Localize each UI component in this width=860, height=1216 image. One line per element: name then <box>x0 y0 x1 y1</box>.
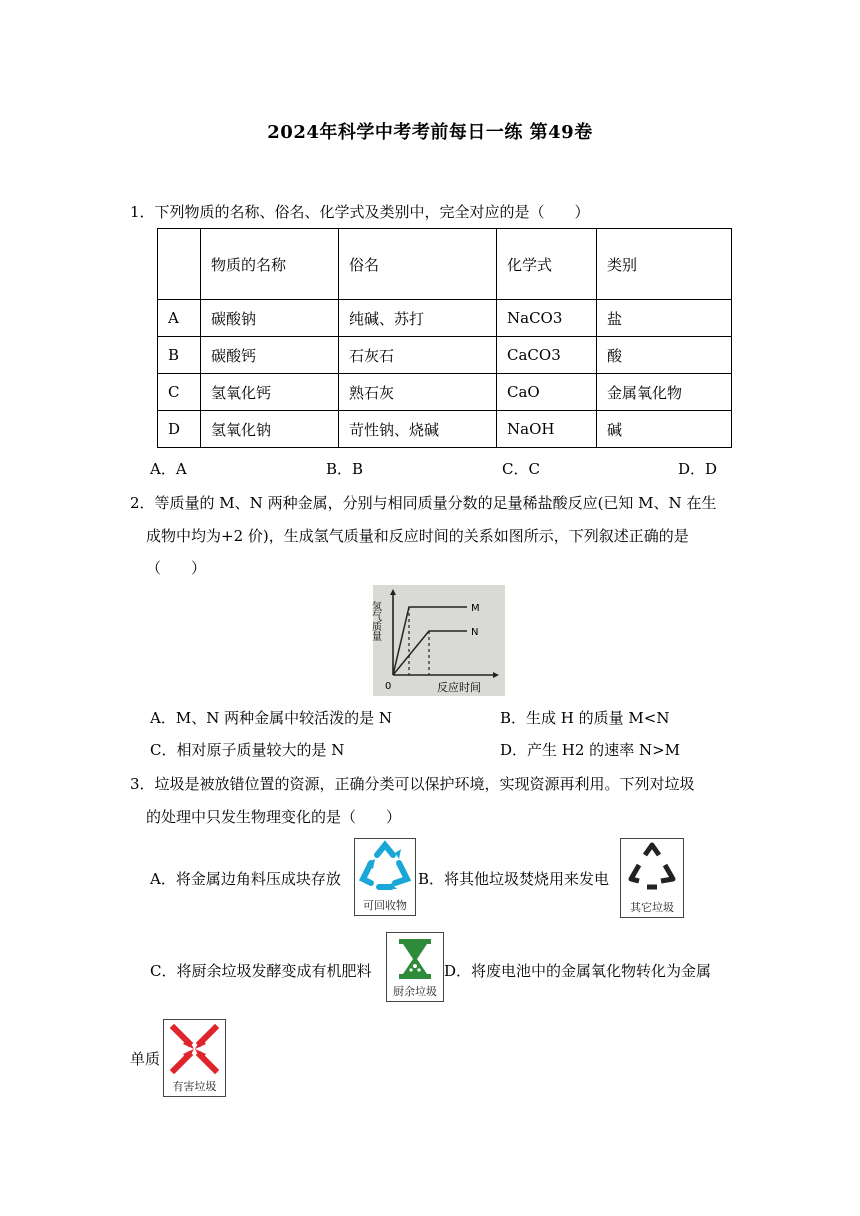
table-row <box>158 374 732 411</box>
curve-m <box>393 607 467 675</box>
table-cell: 石灰石 <box>339 337 497 374</box>
q1-option-b[interactable]: B．B <box>326 460 364 478</box>
table-cell: NaCO3 <box>497 300 597 337</box>
table-header-row <box>158 229 732 300</box>
table-cell: 碱 <box>597 411 732 448</box>
table-cell: NaOH <box>497 411 597 448</box>
table-cell: B <box>158 337 201 374</box>
q2-stem-line2: 成物中均为+2 价)，生成氢气质量和反应时间的关系如图所示，下列叙述正确的是 <box>146 527 689 545</box>
table-cell <box>158 229 201 300</box>
hazardous-x-icon <box>164 1020 225 1078</box>
q3-option-a[interactable]: A．将金属边角料压成块存放 <box>150 870 341 888</box>
q3-option-d-line2: 单质 <box>130 1050 161 1068</box>
hourglass-icon <box>387 933 443 983</box>
q2-stem-line3: （ ） <box>146 559 207 577</box>
table-cell: 纯碱、苏打 <box>339 300 497 337</box>
table-cell: A <box>158 300 201 337</box>
table-cell: 物质的名称 <box>201 229 339 300</box>
table-cell: 俗名 <box>339 229 497 300</box>
table-cell: 类别 <box>597 229 732 300</box>
kitchen-waste-sign <box>386 932 444 1002</box>
table-cell: C <box>158 374 201 411</box>
table-cell: 化学式 <box>497 229 597 300</box>
page-title: 2024年科学中考考前每日一练 第49卷 <box>267 122 593 143</box>
other-waste-sign <box>620 838 684 918</box>
label-n: N <box>471 627 479 638</box>
table-row <box>158 411 732 448</box>
other-waste-caption: 其它垃圾 <box>630 901 674 914</box>
y-axis-label: 氢气质量 <box>369 601 381 641</box>
q1-stem: 1．下列物质的名称、俗名、化学式及类别中，完全对应的是（ ） <box>130 203 590 221</box>
q3-option-c[interactable]: C．将厨余垃圾发酵变成有机肥料 <box>150 962 372 980</box>
q2-option-c[interactable]: C．相对原子质量较大的是 N <box>150 741 345 759</box>
q1-option-d[interactable]: D．D <box>678 460 718 478</box>
q2-option-b[interactable]: B．生成 H 的质量 M<N <box>500 709 670 727</box>
table-cell: D <box>158 411 201 448</box>
q2-option-d[interactable]: D．产生 H2 的速率 N>M <box>500 741 681 759</box>
label-origin: 0 <box>385 681 392 692</box>
recyclable-caption: 可回收物 <box>363 899 407 912</box>
table-cell: CaO <box>497 374 597 411</box>
q3-option-d-line1[interactable]: D．将废电池中的金属氧化物转化为金属 <box>444 962 712 980</box>
table-cell: 氢氧化钙 <box>201 374 339 411</box>
label-m: M <box>471 603 480 614</box>
q1-option-a[interactable]: A．A <box>150 460 187 478</box>
table-cell: 氢氧化钠 <box>201 411 339 448</box>
q1-table <box>157 228 732 448</box>
table-cell: 金属氧化物 <box>597 374 732 411</box>
curve-n <box>393 631 467 675</box>
recyclable-sign <box>354 838 416 916</box>
table-cell: 盐 <box>597 300 732 337</box>
table-row <box>158 337 732 374</box>
kitchen-waste-caption: 厨余垃圾 <box>393 985 437 998</box>
q3-option-b[interactable]: B．将其他垃圾焚烧用来发电 <box>418 870 610 888</box>
table-cell: CaCO3 <box>497 337 597 374</box>
x-axis-label: 反应时间 <box>437 681 481 694</box>
table-row <box>158 300 732 337</box>
y-axis-arrow-icon <box>390 589 396 595</box>
q3-stem-line1: 3．垃圾是被放错位置的资源，正确分类可以保护环境，实现资源再利用。下列对垃圾 <box>130 775 695 793</box>
table-cell: 酸 <box>597 337 732 374</box>
other-waste-icon <box>621 839 683 897</box>
hazardous-waste-sign <box>163 1019 226 1097</box>
table-cell: 熟石灰 <box>339 374 497 411</box>
table-cell: 苛性钠、烧碱 <box>339 411 497 448</box>
q1-option-c[interactable]: C．C <box>502 460 540 478</box>
q2-graph <box>369 585 505 696</box>
q3-stem-line2: 的处理中只发生物理变化的是（ ） <box>146 808 402 826</box>
table-cell: 碳酸钙 <box>201 337 339 374</box>
hydrogen-mass-time-graph <box>369 585 505 696</box>
hazardous-waste-caption: 有害垃圾 <box>172 1080 217 1093</box>
q2-option-a[interactable]: A．M、N 两种金属中较活泼的是 N <box>150 709 392 727</box>
table-cell: 碳酸钠 <box>201 300 339 337</box>
x-axis-arrow-icon <box>493 672 499 678</box>
q2-stem-line1: 2．等质量的 M、N 两种金属，分别与相同质量分数的足量稀盐酸反应(已知 M、N 在生 <box>130 494 717 512</box>
recycle-icon <box>355 839 415 897</box>
